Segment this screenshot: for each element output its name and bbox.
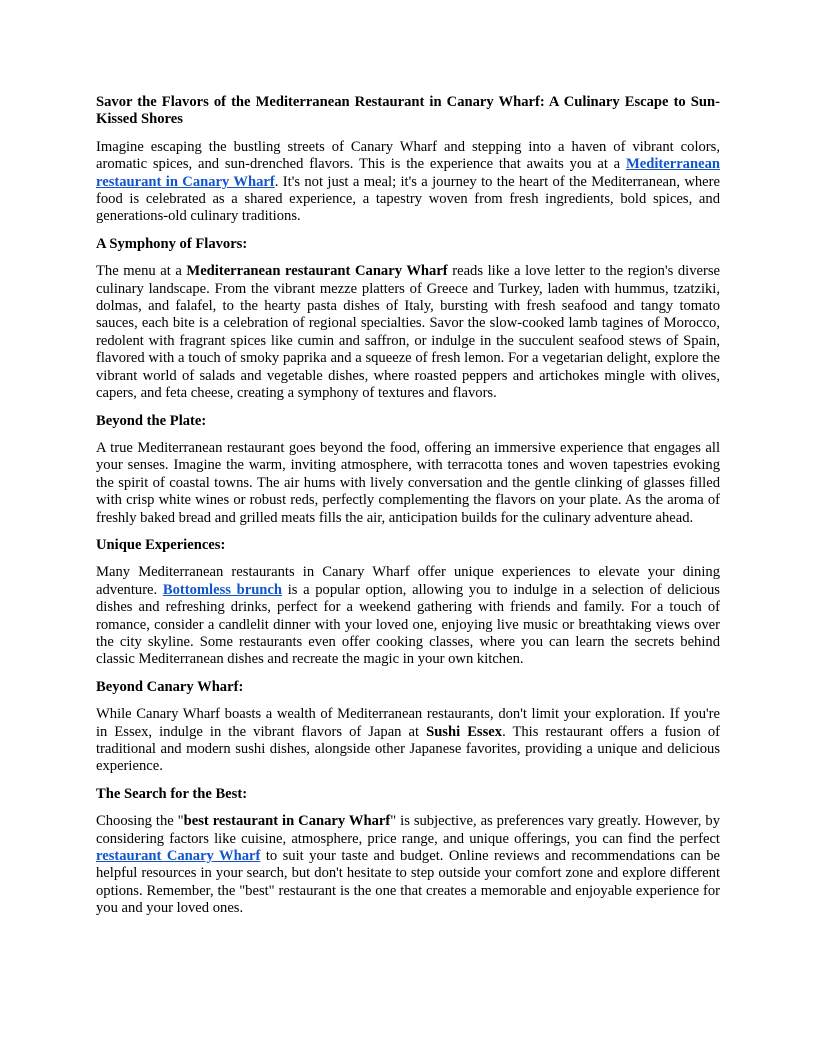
unique-text-start: Many Mediterranean restaurants in Canary Wharf offer unique experiences to elevate your dining adventure. <box>96 564 720 598</box>
bottomless-brunch-link[interactable]: Bottomless brunch <box>162 581 283 598</box>
beyond-paragraph <box>96 706 720 776</box>
document-page <box>96 94 720 928</box>
document-title: Savor the Flavors of the Mediterranean Restaurant in Canary Wharf: A Culinary Escape to Sun-Kissed Shores <box>96 94 720 128</box>
intro-paragraph <box>96 139 720 226</box>
symphony-paragraph <box>96 263 720 402</box>
intro-text-end: . It's not just a meal; it's a journey to the heart of the Mediterranean, where food is celebrated as a shared experience, a tapestry woven from fresh ingredients, bold spices, and generations-old culinary traditions. <box>96 173 720 225</box>
intro-text-start: Imagine escaping the bustling streets of Canary Wharf and stepping into a haven of vibrant colors, aromatic spices, and sun-drenched flavors. This is the experience that awaits you at a <box>96 138 720 173</box>
restaurant-canary-wharf-link[interactable]: restaurant Canary Wharf <box>96 848 261 865</box>
mediterranean-restaurant-link[interactable]: Mediterranean restaurant in Canary Wharf <box>96 156 720 190</box>
search-heading: The Search for the Best: <box>96 785 248 802</box>
unique-heading: Unique Experiences: <box>96 536 226 553</box>
search-text-start: Choosing the " <box>96 813 184 830</box>
plate-paragraph: A true Mediterranean restaurant goes beyond the food, offering an immersive experience that engages all your senses. Imagine the warm, inviting atmosphere, with terracotta tones and woven tapestries evoking the spirit of coastal towns. The air hums with lively conversation and the gentle clinking of glasses filled with crisp white wines or robust reds, perfectly complementing the flavors on your plate. As the aroma of freshly baked bread and grilled meats fills the air, anticipation builds for the culinary adventure ahead. <box>96 439 720 526</box>
beyond-text-start: While Canary Wharf boasts a wealth of Mediterranean restaurants, don't limit your exploration. If you're in Essex, indulge in the vibrant flavors of Japan at <box>96 706 720 740</box>
symphony-text-start: The menu at a <box>96 263 187 280</box>
beyond-heading: Beyond Canary Wharf: <box>96 678 244 695</box>
unique-text-end: is a popular option, allowing you to indulge in a selection of delicious dishes and refreshing drinks, perfect for a weekend gathering with friends and family. For a touch of romance, consider a candlelit dinner with your loved one, enjoying live music or breathtaking views over the city skyline. Some restaurants even offer cooking classes, where you can learn the secrets behind classic Mediterranean dishes and recreate the magic in your own kitchen. <box>96 581 720 668</box>
best-restaurant-bold: best restaurant in Canary Wharf <box>183 813 391 830</box>
search-paragraph <box>96 813 720 917</box>
plate-heading: Beyond the Plate: <box>96 412 207 429</box>
symphony-text-end: reads like a love letter to the region's diverse culinary landscape. From the vibrant mezze platters of Greece and Turkey, laden with hummus, tzatziki, dolmas, and falafel, to the hearty pasta dishes of Italy, bursting with fresh seafood and tangy tomato sauces, each bite is a celebration of regional specialties. Savor the slow-cooked lamb tagines of Morocco, redolent with fragrant spices like cumin and saffron, or indulge in the succulent seafood stews of Spain, flavored with a touch of smoky paprika and a squeeze of fresh lemon. For a vegetarian delight, explore the vibrant world of salads and vegetable dishes, where roasted peppers and artichokes mingle with olives, capers, and feta cheese, creating a symphony of textures and flavors. <box>96 263 721 402</box>
sushi-essex-bold: Sushi Essex <box>426 723 503 740</box>
symphony-heading: A Symphony of Flavors: <box>96 235 248 252</box>
search-text-middle: " is subjective, as preferences vary greatly. However, by considering factors like cuisine, atmosphere, price range, and unique offerings, you can find the perfect <box>96 813 720 847</box>
beyond-text-end: . This restaurant offers a fusion of traditional and modern sushi dishes, alongside other Japanese favorites, providing a unique and delicious experience. <box>96 723 720 775</box>
unique-paragraph <box>96 564 720 668</box>
symphony-bold-phrase: Mediterranean restaurant Canary Wharf <box>186 263 448 280</box>
search-text-end: to suit your taste and budget. Online reviews and recommendations can be helpful resources in your search, but don't hesitate to step outside your comfort zone and explore different options. Remember, the "best" restaurant is the one that creates a memorable and enjoyable experience for you and your loved ones. <box>96 848 720 917</box>
